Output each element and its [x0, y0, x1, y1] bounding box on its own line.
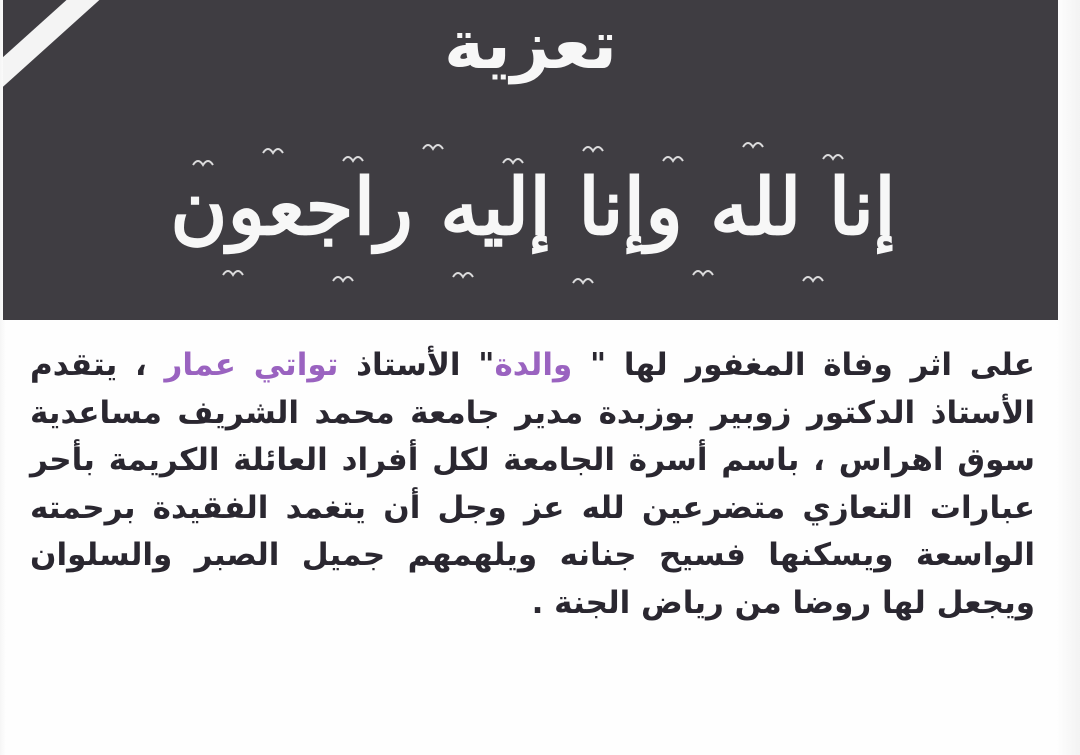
quote-open: " — [572, 347, 607, 383]
message-part-1: على اثر وفاة المغفور لها — [606, 347, 1035, 383]
highlight-name: تواتي عمار — [164, 347, 339, 383]
quote-close: " — [460, 347, 495, 383]
message-part-3: ، يتقدم الأستاذ الدكتور زوبير بوزبدة مدير جامعة محمد الشريف مساعدية سوق اهراس ، باسم أسرة الجامعة لكل أفراد العائلة الكريمة بأحر عبارات التعازي متضرعين لله عز وجل أن يتغمد الفقيدة برحمته الواسعة ويسكنها فسيح جنانه ويلهمهم جميل الصبر والسلوان ويجعل لها روضا من رياض الجنة . — [30, 347, 1035, 621]
condolence-banner — [3, 0, 1058, 320]
quran-verse-calligraphy: إنا لله وإنا إليه راجعون — [170, 162, 896, 254]
banner-title: تعزية — [444, 6, 617, 85]
condolence-message — [30, 342, 1035, 628]
highlight-mother: والدة — [494, 347, 573, 383]
message-part-2: الأستاذ — [338, 347, 461, 383]
